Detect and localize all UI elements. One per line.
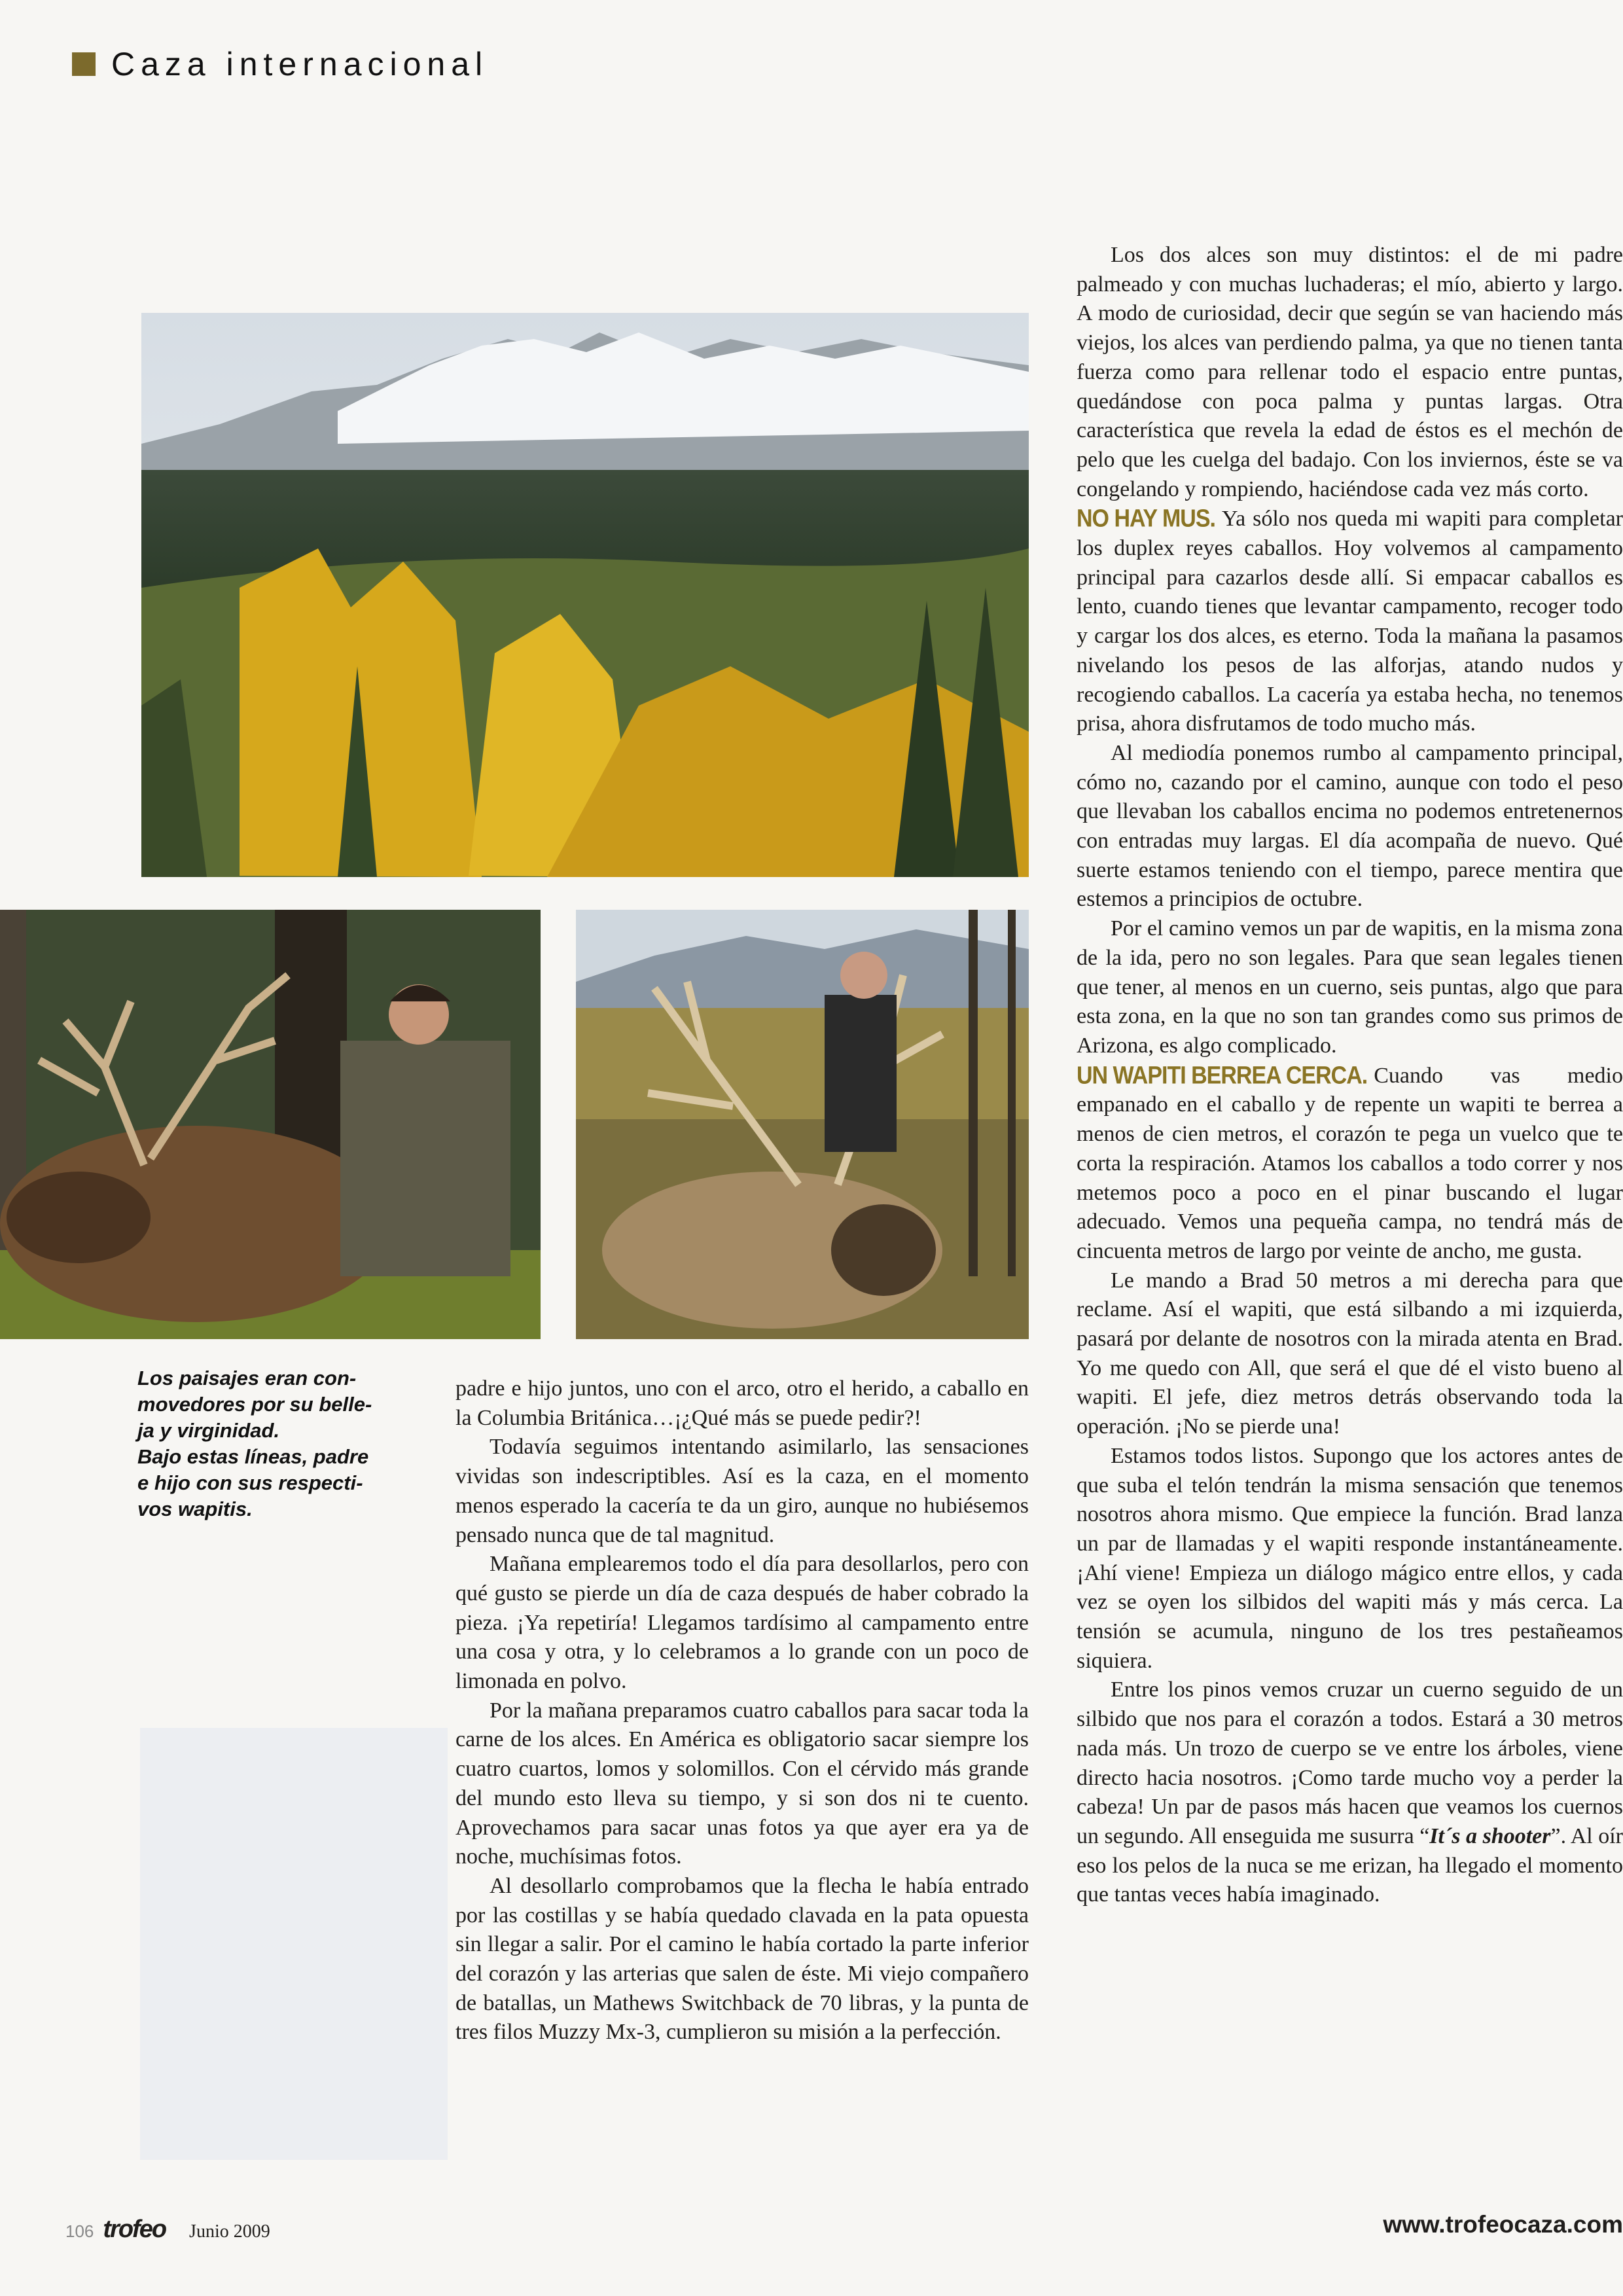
paragraph: Le mando a Brad 50 metros a mi derecha para que reclame. Así el wapiti, que está silbando a mi izquierda, pasará por delante de nosotros con la mirada atenta en Brad. Yo me quedo con All, que será el que dé el visto bueno al wapiti. El jefe, diez metros detrás observando toda la operación. ¡No se pierde una! [1077, 1268, 1623, 1439]
magazine-logo: trofeo [103, 2215, 166, 2243]
paragraph: Estamos todos listos. Supongo que los actores antes de que suba el telón tendrán la misma sensación que tenemos nosotros ahora mismo. Que empiece la función. Brad lanza un par de llamadas y el wapiti responde instantáneamente. ¡Ahí viene! Empieza un diálogo mágico entre ellos, y cada vez se oyen los silbidos del wapiti más y más cerca. La tensión se acumula, ninguno de los tres pestañeamos siquiera. [1077, 1443, 1623, 1673]
paragraph: Los dos alces son muy distintos: el de mi padre palmeado y con muchas luchaderas; el mío, abierto y largo. A modo de curiosidad, decir que según se van haciendo más viejos, los alces van perdiendo palma, ya que no tienen tanta fuerza como para rellenar todo el espacio entre puntas, quedándose con poca palma y puntas largas. Otra característica que revela la edad de éstos es el mechón de pelo que les cuelga del badajo. Con los inviernos, éste se va congelando y rompiendo, haciéndose cada vez más corto. [1077, 243, 1623, 501]
quote-shooter: It´s a shooter [1429, 1823, 1551, 1848]
paragraph-text: Cuando vas medio empanado en el caballo y de repente un wapiti te berrea a menos de cien metros, el corazón te pega un vuelco que te corta la respiración. Atamos los caballos a todo correr y nos metemos poco a poco en el pinar buscando el lugar adecuado. Vemos una pequeña campa, no tendrá más de cincuenta metros de largo por veinte de ancho, me gusta. [1077, 1063, 1623, 1263]
page-footer [65, 2215, 270, 2244]
section-title: Caza internacional [111, 46, 489, 82]
section-header [72, 45, 488, 84]
caption-line: Bajo estas líneas, padre [137, 1445, 369, 1468]
issue-date: Junio 2009 [189, 2221, 270, 2242]
paragraph-with-subhead [1077, 504, 1623, 739]
paragraph-text: Entre los pinos vemos cruzar un cuerno seguido de un silbido que nos para el corazón a todos. Estará a 30 metros nada más. Un trozo de cuerpo se ve entre los árboles, viene directo hacia nosotros. ¡Como tarde mucho voy a perder la cabeza! Un par de pasos más hacen que veamos los cuernos un segundo. All enseguida me susurra “ [1077, 1677, 1623, 1848]
paragraph-text: ”. Al oír eso los pelos de la nuca se me erizan, ha llegado el momento que tantas veces había imaginado. [1077, 1823, 1623, 1907]
paragraph: Mañana emplearemos todo el día para desollarlos, pero con qué gusto se pierde un día de caza después de haber cobrado la pieza. ¡Ya repetiría! Llegamos tardísimo al campamento entre una cosa y otra, y lo celebramos a lo grande con un poco de limonada en polvo. [455, 1552, 1029, 1694]
son-with-elk-photo [0, 910, 541, 1339]
paragraph: Todavía seguimos intentando asimilarlo, las sensaciones vividas son indescriptibles. Así es la caza, en el momento menos esperado la cacería te da un giro, aunque no hubiésemos pensado nunca que de tal magnitud. [455, 1435, 1029, 1547]
paragraph: Al mediodía ponemos rumbo al campamento principal, cómo no, cazando por el camino, aunque con todo el peso que llevaban los caballos encima no podemos entretenernos con entradas muy largas. El día acompaña de nuevo. Qué suerte estamos teniendo con el tiempo, parece mentira que estemos a principios de octubre. [1077, 740, 1623, 912]
paragraph: Por la mañana preparamos cuatro caballos para sacar toda la carne de los alces. En América es obligatorio sacar siempre los cuatro cuartos, lomos y solomillos. Con el cérvido más grande del mundo esto lleva su tiempo, y si son dos ni te cuento. Aprovechamos para sacar unas fotos ya que ayer era ya de noche, muchísimas fotos. [455, 1698, 1029, 1869]
article-column-right [1077, 241, 1623, 1910]
caption-line: Los paisajes eran con- [137, 1367, 357, 1390]
paragraph: padre e hijo juntos, uno con el arco, otro el herido, a caballo en la Columbia Británica…¡¿Qué más se puede pedir?! [455, 1376, 1029, 1430]
subhead-wapiti-berrea: UN WAPITI BERREA CERCA. [1077, 1061, 1368, 1089]
caption-line: ja y virginidad. [137, 1419, 280, 1442]
section-marker-square [72, 52, 96, 76]
paragraph [1077, 1676, 1623, 1910]
caption-line: movedores por su belle- [137, 1393, 372, 1416]
landscape-photo [141, 313, 1029, 877]
paragraph-text: Ya sólo nos queda mi wapiti para completar los duplex reyes caballos. Hoy volvemos al campamento principal para cazarlos desde allí. Si empacar caballos es lento, cuando tienes que levantar campamento, recoger todo y cargar los dos alces, es eterno. Toda la mañana la pasamos nivelando los pesos de las alforjas, atando nudos y recogiendo caballos. La cacería ya estaba hecha, no tenemos prisa, ahora disfrutamos de todo mucho más. [1077, 507, 1623, 736]
photo-caption [137, 1365, 419, 1522]
article-column-middle [455, 1374, 1029, 2047]
paragraph: Al desollarlo comprobamos que la flecha le había entrado por las costillas y se había quedado clavada en la pata opuesta sin llegar a salir. Por el camino le había cortado la parte inferior del corazón y las arterias que salen de éste. Mi viejo compañero de batallas, un Mathews Switchback de 70 libras, y la punta de tres filos Muzzy Mx-3, cumplieron su misión a la perfección. [455, 1873, 1029, 2045]
page-number: 106 [65, 2221, 94, 2241]
caption-line: vos wapitis. [137, 1498, 253, 1520]
father-with-elk-photo [576, 910, 1029, 1339]
subhead-no-hay-mus: NO HAY MUS. [1077, 505, 1215, 533]
paragraph: Por el camino vemos un par de wapitis, en la misma zona de la ida, pero no son legales. Para que sean legales tienen que tener, al menos en un cuerno, seis puntas, algo que para esta zona, en la que no son tan grandes como sus primos de Arizona, es algo complicado. [1077, 916, 1623, 1058]
paragraph-with-subhead [1077, 1061, 1623, 1266]
caption-line: e hijo con sus respecti- [137, 1471, 363, 1494]
website-url[interactable]: www.trofeocaza.com [1383, 2211, 1623, 2238]
faded-print-area [140, 1728, 448, 2160]
